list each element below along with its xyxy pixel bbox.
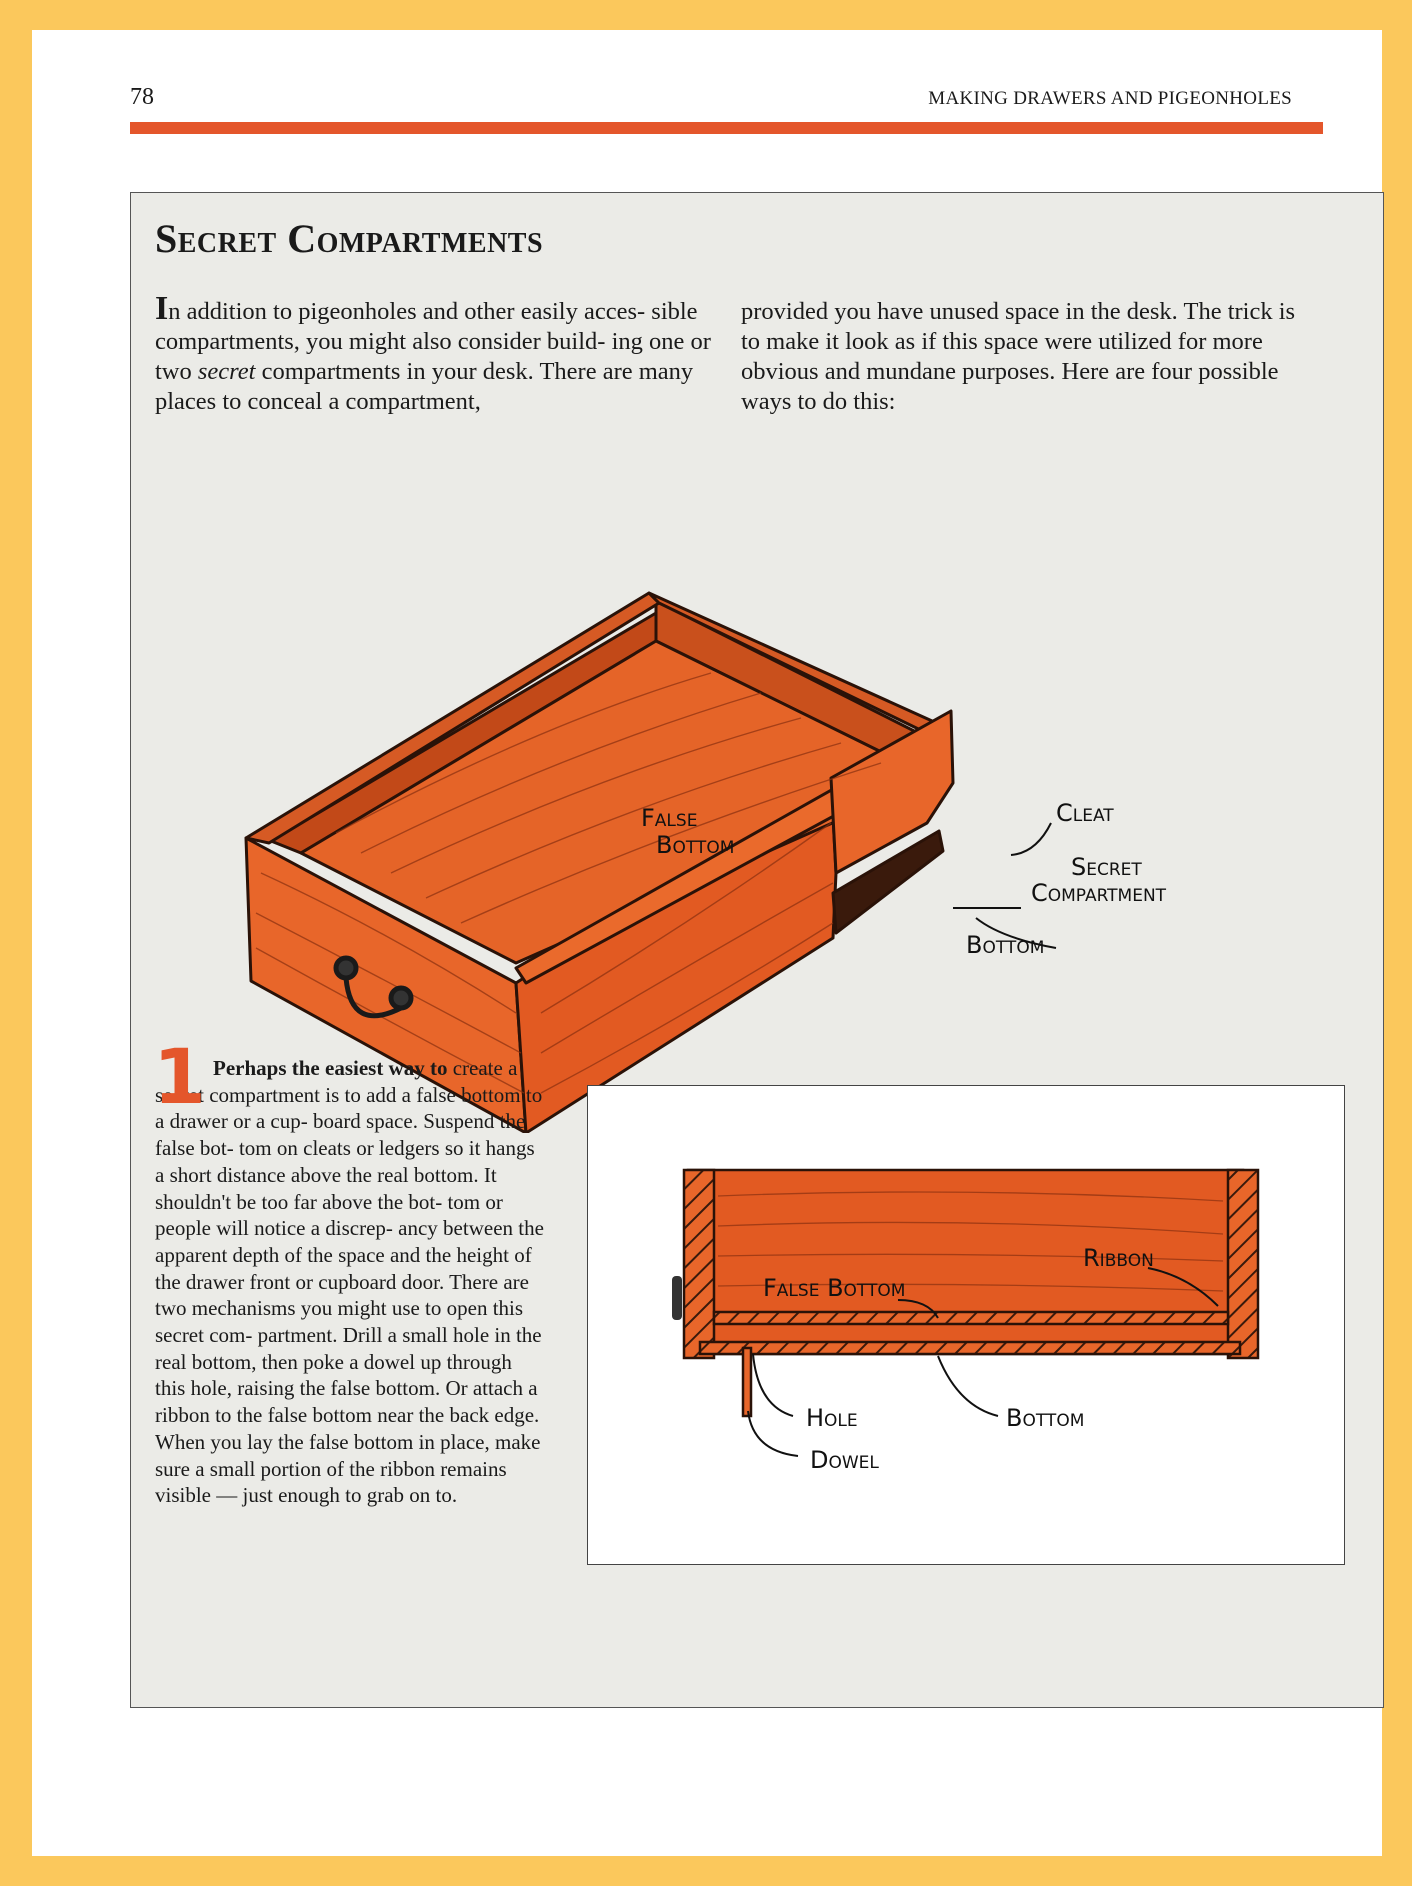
inset-label-hole: Hole bbox=[806, 1404, 858, 1432]
inset-label-dowel: Dowel bbox=[810, 1446, 879, 1474]
page bbox=[32, 30, 1382, 1856]
label-cleat: Cleat bbox=[1056, 799, 1114, 827]
page-number: 78 bbox=[130, 84, 154, 110]
step-body: create a secret compartment is to add a false bottom to a drawer or a cup- board space. Suspend the false bot- tom on cleats or ledgers so it hangs a short distance above the real bottom. It shouldn't be too far above the bot- tom or people will notice a discrep- ancy between the apparent depth of the space and the height of the drawer front or cupboard door. There are two mechanisms you might use to open this secret com- partment. Drill a small hole in the real bottom, then poke a dowel up through this hole, raising the false bottom. Or attach a ribbon to the false bottom near the back edge. When you lay the false bottom in place, make sure a small portion of the ribbon remains visible — just enough to grab on to. bbox=[155, 1056, 544, 1508]
drawer-illustration bbox=[241, 493, 1241, 1133]
cross-section-illustration bbox=[588, 1086, 1344, 1564]
header-rule bbox=[130, 122, 1323, 134]
inset-label-bottom: Bottom bbox=[1006, 1404, 1085, 1432]
drawer-left-side-section bbox=[684, 1170, 714, 1358]
drawer-right-side-section bbox=[1228, 1170, 1258, 1358]
label-false-bottom-2: Bottom bbox=[656, 831, 735, 859]
step-1-text bbox=[153, 1032, 547, 1509]
real-bottom-section bbox=[700, 1342, 1240, 1354]
false-bottom-section bbox=[714, 1312, 1228, 1324]
secret-compartments-sidebar bbox=[130, 192, 1384, 1708]
intro-text-1: n addition to pigeonholes and other easily acces- sible compartments, you might also consider build- ing one or two bbox=[155, 298, 711, 385]
step-lead: Perhaps the easiest way to bbox=[213, 1056, 448, 1080]
running-head: MAKING DRAWERS AND PIGEONHOLES bbox=[928, 88, 1292, 109]
intro-emphasis: secret bbox=[197, 358, 256, 385]
label-secret: Secret bbox=[1071, 853, 1142, 881]
inset-label-false-bottom: False Bottom bbox=[763, 1274, 906, 1302]
intro-column-2: provided you have unused space in the desk. The trick is to make it look as if this space were utilized for more obvious and mundane purposes. Here are four possible ways to do this: bbox=[741, 298, 1296, 415]
intro-text-1-end: compartments in your desk. There are many places to conceal a compartment, bbox=[155, 358, 694, 415]
label-compartment: Compartment bbox=[1031, 879, 1167, 907]
inset-label-ribbon: Ribbon bbox=[1083, 1244, 1154, 1272]
sidebar-title: Secret Compartments bbox=[155, 216, 544, 261]
dowel bbox=[743, 1348, 751, 1416]
label-bottom: Bottom bbox=[966, 931, 1045, 959]
drawer-body bbox=[246, 593, 953, 1133]
drawer-pull-icon bbox=[672, 1276, 682, 1320]
cross-section-inset bbox=[587, 1085, 1345, 1565]
label-false-bottom-1: False bbox=[641, 804, 698, 832]
step-number: 1 bbox=[153, 1032, 206, 1121]
drop-cap: I bbox=[155, 290, 169, 327]
intro-column-1 bbox=[155, 290, 715, 417]
